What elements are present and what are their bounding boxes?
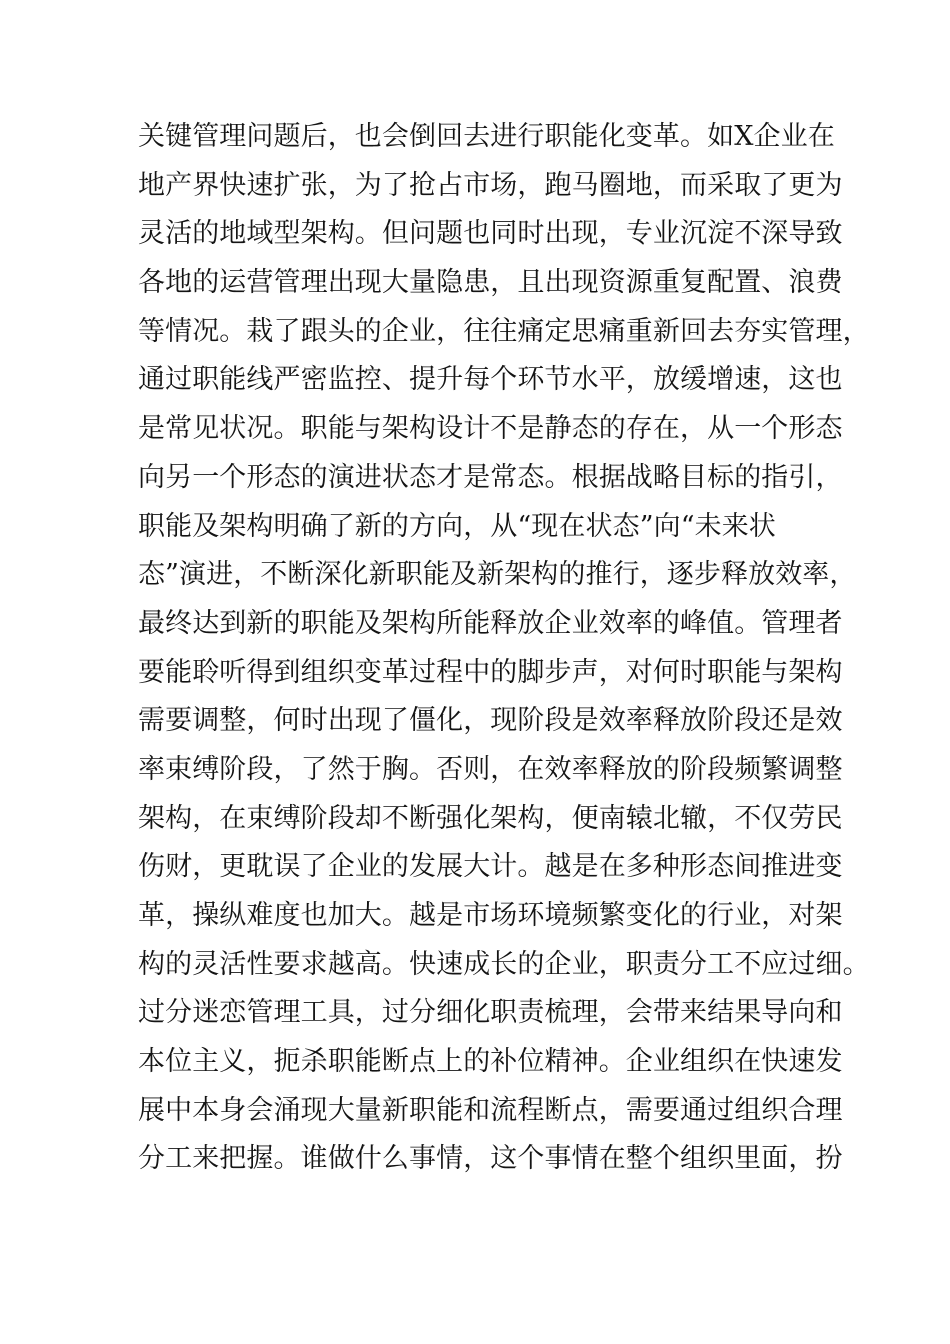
text-line: 分工来把握。谁做什么事情，这个事情在整个组织里面，扮 (138, 1143, 843, 1175)
document-body (138, 113, 870, 1184)
text-line: 伤财，更耽误了企业的发展大计。越是在多种形态间推进变 (138, 851, 843, 883)
text-line: 通过职能线严密监控、提升每个环节水平，放缓增速，这也 (138, 364, 843, 396)
text-line: 灵活的地域型架构。但问题也同时出现，专业沉淀不深导致 (138, 218, 843, 250)
text-line: 各地的运营管理出现大量隐患，且出现资源重复配置、浪费 (138, 267, 843, 299)
text-line: 关键管理问题后，也会倒回去进行职能化变革。如X企业在 (138, 121, 835, 152)
text-line: 构的灵活性要求越高。快速成长的企业，职责分工不应过细。 (138, 948, 870, 980)
text-line: 向另一个形态的演进状态才是常态。根据战略目标的指引， (138, 461, 843, 493)
text-line: 过分迷恋管理工具，过分细化职责梳理，会带来结果导向和 (138, 997, 843, 1029)
text-line: 地产界快速扩张，为了抢占市场，跑马圈地，而采取了更为 (138, 169, 843, 201)
text-line: 本位主义，扼杀职能断点上的补位精神。企业组织在快速发 (138, 1046, 843, 1078)
text-line: 架构，在束缚阶段却不断强化架构，便南辕北辙，不仅劳民 (138, 802, 843, 834)
text-line: 要能聆听得到组织变革过程中的脚步声，对何时职能与架构 (138, 656, 843, 688)
text-line: 职能及架构明确了新的方向，从“现在状态”向“未来状 (138, 510, 776, 542)
text-line: 态”演进，不断深化新职能及新架构的推行，逐步释放效率， (138, 559, 857, 591)
text-line: 需要调整，何时出现了僵化，现阶段是效率释放阶段还是效 (138, 705, 843, 737)
text-line: 是常见状况。职能与架构设计不是静态的存在，从一个形态 (138, 413, 843, 445)
text-line: 展中本身会涌现大量新职能和流程断点，需要通过组织合理 (138, 1094, 843, 1126)
text-line: 革，操纵难度也加大。越是市场环境频繁变化的行业，对架 (138, 900, 843, 931)
text-line: 最终达到新的职能及架构所能释放企业效率的峰值。管理者 (138, 607, 843, 639)
text-line: 等情况。栽了跟头的企业，往往痛定思痛重新回去夯实管理， (138, 315, 870, 347)
text-line: 率束缚阶段，了然于胸。否则，在效率释放的阶段频繁调整 (138, 753, 843, 785)
